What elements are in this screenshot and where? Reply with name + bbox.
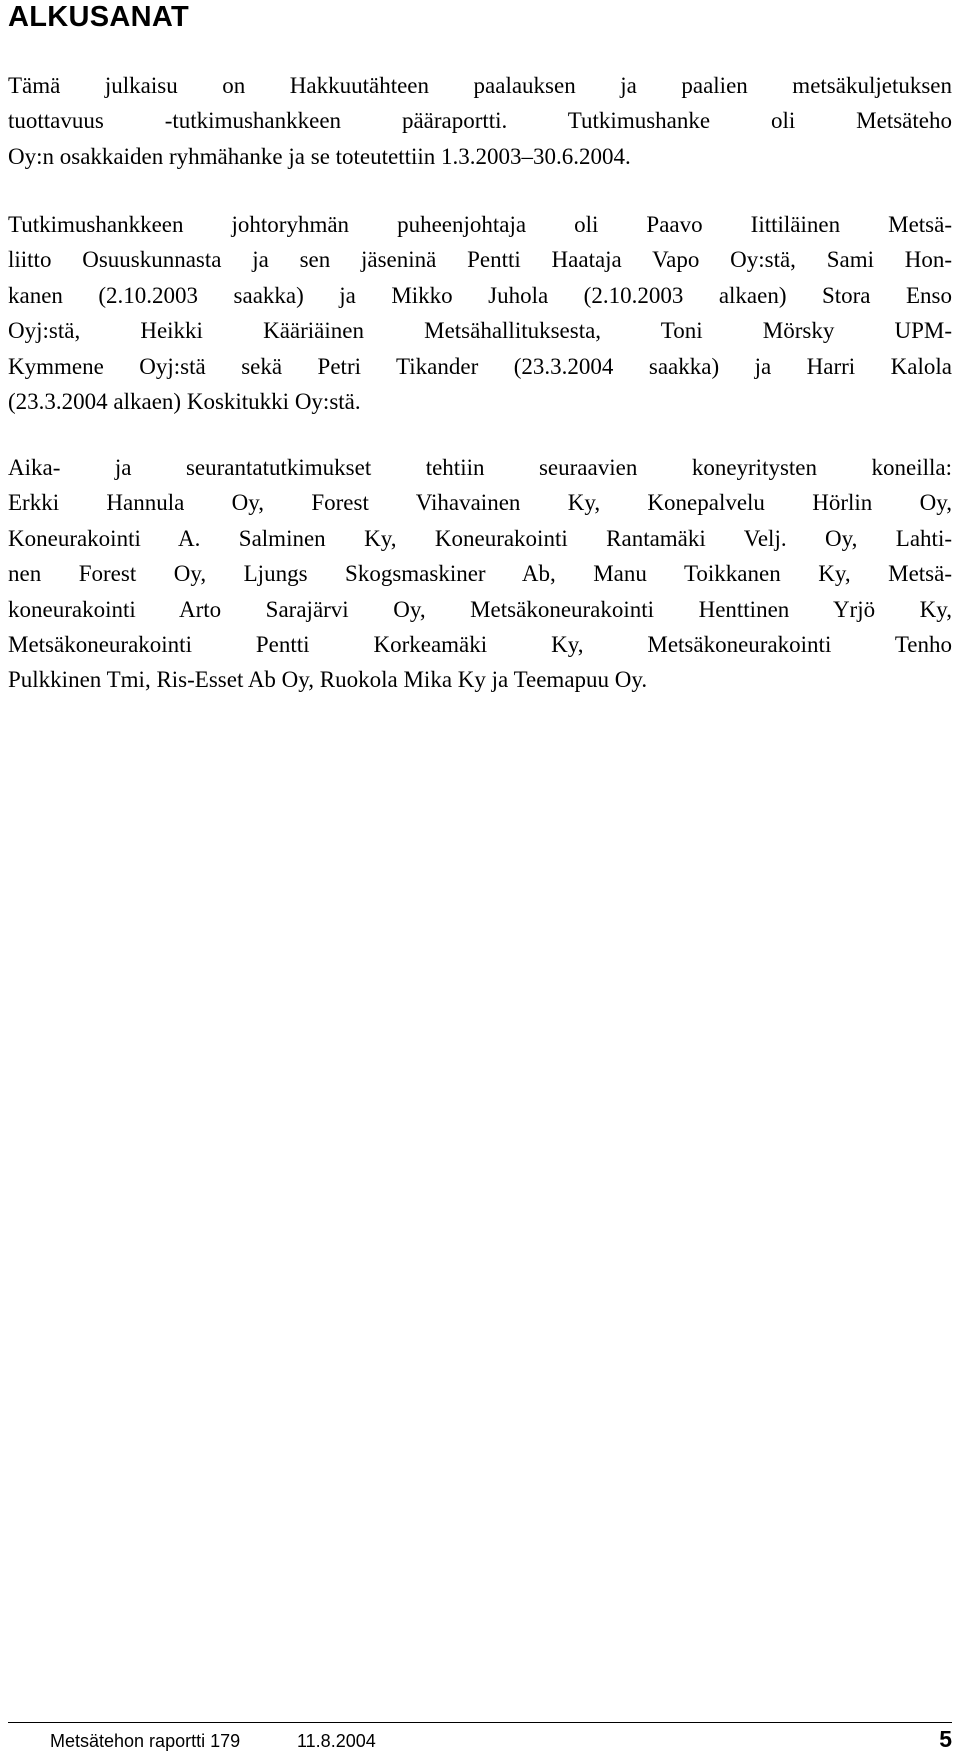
paragraph-line: koneurakointi Arto Sarajärvi Oy, Metsäkoneurakointi Henttinen Yrjö Ky, bbox=[8, 596, 952, 622]
paragraph-line: tuottavuus -tutkimushankkeen pääraportti. Tutkimushanke oli Metsäteho bbox=[8, 108, 952, 134]
paragraph-line: kanen (2.10.2003 saakka) ja Mikko Juhola (2.10.2003 alkaen) Stora Enso bbox=[8, 282, 952, 308]
paragraph-line: Oyj:stä, Heikki Kääriäinen Metsähallituksesta, Toni Mörsky UPM- bbox=[8, 318, 952, 344]
paragraph-line: Metsäkoneurakointi Pentti Korkeamäki Ky, Metsäkoneurakointi Tenho bbox=[8, 632, 952, 658]
paragraph-line: liitto Osuuskunnasta ja sen jäseninä Pentti Haataja Vapo Oy:stä, Sami Hon- bbox=[8, 247, 952, 273]
paragraph-line: Aika- ja seurantatutkimukset tehtiin seuraavien koneyritysten koneilla: bbox=[8, 455, 952, 480]
footer-page-number: 5 bbox=[939, 1726, 952, 1752]
footer-report-title: Metsätehon raportti 179 bbox=[50, 1731, 241, 1751]
page-footer bbox=[8, 1726, 952, 1753]
paragraph-line: Erkki Hannula Oy, Forest Vihavainen Ky, Konepalvelu Hörlin Oy, bbox=[8, 490, 952, 516]
footer-date: 11.8.2004 bbox=[297, 1731, 376, 1751]
paragraph-steering-group bbox=[8, 207, 952, 419]
footer-divider bbox=[8, 1722, 952, 1723]
paragraph-line: Koneurakointi A. Salminen Ky, Koneurakointi Rantamäki Velj. Oy, Lahti- bbox=[8, 525, 952, 551]
paragraph-line: Oy:n osakkaiden ryhmähanke ja se toteutettiin 1.3.2003–30.6.2004. bbox=[8, 143, 631, 169]
paragraph-project-intro bbox=[8, 68, 952, 174]
paragraph-machine-contractors bbox=[8, 450, 952, 698]
paragraph-line: Tämä julkaisu on Hakkuutähteen paalauksen ja paalien metsäkuljetuksen bbox=[8, 73, 952, 98]
paragraph-line: Pulkkinen Tmi, Ris-Esset Ab Oy, Ruokola Mika Ky ja Teemapuu Oy. bbox=[8, 667, 648, 693]
paragraph-line: nen Forest Oy, Ljungs Skogsmaskiner Ab, Manu Toikkanen Ky, Metsä- bbox=[8, 561, 952, 587]
paragraph-line: (23.3.2004 alkaen) Koskitukki Oy:stä. bbox=[8, 389, 361, 415]
paragraph-line: Kymmene Oyj:stä sekä Petri Tikander (23.3.2004 saakka) ja Harri Kalola bbox=[8, 353, 952, 379]
page-heading: ALKUSANAT bbox=[8, 1, 189, 33]
paragraph-line: Tutkimushankkeen johtoryhmän puheenjohtaja oli Paavo Iittiläinen Metsä- bbox=[8, 212, 952, 237]
